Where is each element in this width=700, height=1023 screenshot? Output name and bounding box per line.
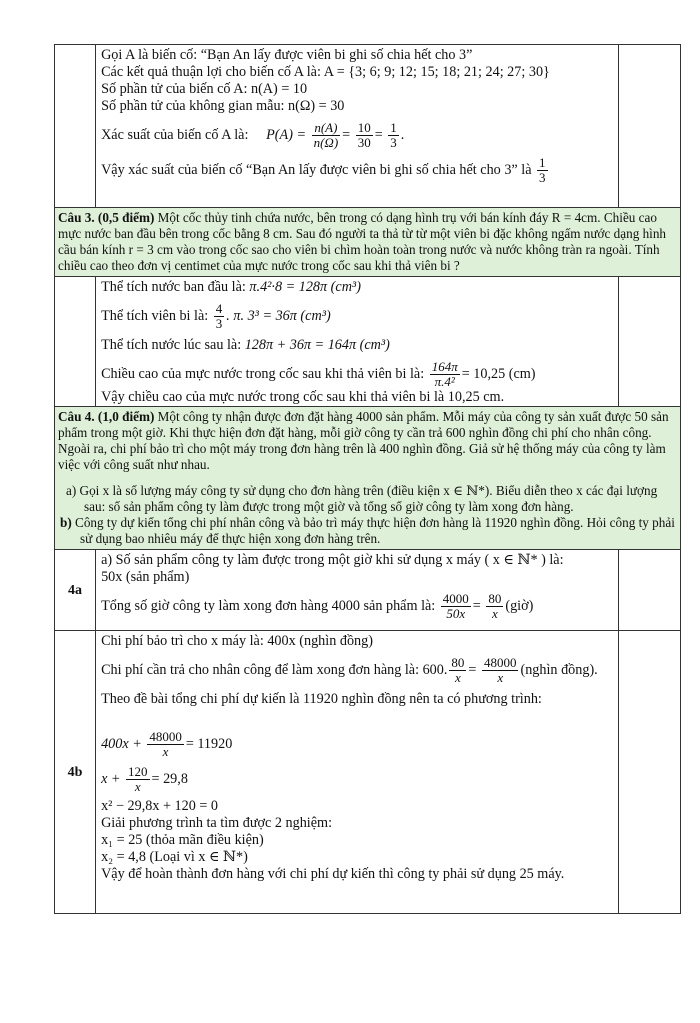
- q3-fraction-height: $\frac{164\pi}{\text{π.4²}}$: [431, 359, 458, 389]
- q2-solution-row: [55, 45, 681, 208]
- q3-solution-row: [55, 277, 681, 407]
- q4-part-a: a) Gọi x là số lượng máy công ty sử dụng cho đơn hàng trên (điều kiện x ∈ ℕ*). Biểu diễn theo x các đại lượng sau: số sản phẩm công ty làm được trong một giờ và tổng số giờ công ty làm xong đơn hàng.: [66, 483, 658, 514]
- q4a-line-3: Tổng số giờ công ty làm xong đơn hàng 4000 sản phẩm là: $\frac{4000}{50x}$ = $\frac{80}{x}$ (giờ): [101, 591, 534, 621]
- q4b-line-3: Theo đề bài tổng chi phí dự kiến là 11920 nghìn đồng nên ta có phương trình:: [101, 691, 542, 707]
- q3-score-cell: [618, 277, 680, 407]
- q3-label-cell: [55, 277, 96, 407]
- q4b-solution-row: [55, 631, 681, 914]
- q2-solution-cell: [96, 45, 619, 208]
- q2-conclusion-text: Vậy xác suất của biến cố “Bạn An lấy được viên bi ghi số chia hết cho 3” là: [101, 161, 532, 178]
- q4b-line-7: Vậy để hoàn thành đơn hàng với chi phí dự kiến thì công ty phải sử dụng 25 máy.: [101, 866, 565, 882]
- q2-fraction-1: $\frac{n(A)}{n(\Omega)}$: [313, 120, 339, 150]
- q2-line-3: Số phần tử của biến cố A: n(A) = 10: [101, 81, 308, 97]
- q4b-line-4: Giải phương trình ta tìm được 2 nghiệm:: [101, 815, 333, 831]
- q2-line-2: Các kết quả thuận lợi cho biến cố A là: A = {3; 6; 9; 12; 15; 18; 21; 24; 27; 30}: [101, 64, 550, 80]
- q4a-solution-cell: [96, 550, 619, 631]
- q2-label-cell: [55, 45, 96, 208]
- q2-probability-text: Xác suất của biến cố A là:: [101, 126, 249, 143]
- q2-probability-line: Xác suất của biến cố A là: P(A) = $\frac{n(A)}{n(\Omega)}$ = $\frac{10}{30}$ = $\frac{1}{3}$ .: [101, 120, 405, 150]
- q4b-score-cell: [618, 631, 680, 914]
- q4b-solution-cell: [96, 631, 619, 914]
- q3-line-5: Vậy chiều cao của mực nước trong cốc sau khi thả viên bi là 10,25 cm.: [101, 389, 505, 405]
- q3-text: Một cốc thủy tinh chứa nước, bên trong có dạng hình trụ với bán kính đáy R = 4cm. Chiều cao mực nước ban đầu bên trong cốc bằng 8 cm. Sau đó người ta thả từ từ một viên bi đặc không ngấm nước dạng hình cầu bán kính r = 3 cm vào trong cốc sao cho viên bi chìm hoàn toàn trong nước và nước không tràn ra ngoài. Tính chiều cao theo đơn vị centimet của mực nước trong cốc sau khi thả viên bi ?: [58, 210, 667, 273]
- q2-probability-lhs: P(A) =: [266, 126, 307, 143]
- q4b-line-6: x₂ = 4,8 (Loại vì x ∈ ℕ*): [101, 849, 248, 865]
- q3-line-4: Chiều cao của mực nước trong cốc sau khi thả viên bi là: $\frac{164\pi}{\text{π.4²}}$ = 10,25 (cm): [101, 359, 536, 389]
- q4-question-row: [55, 407, 681, 550]
- q4-question-cell: [55, 407, 681, 550]
- q4a-solution-row: [55, 550, 681, 631]
- q4b-equation-1-fraction: $\frac{48000}{x}$: [149, 729, 182, 759]
- q4a-fraction-2: $\frac{80}{x}$: [488, 591, 502, 621]
- q4-part-b: b) Công ty dự kiến tổng chi phí nhân công và bảo trì máy thực hiện đơn hàng là 11920 nghìn đồng. Hỏi công ty phải sử dụng bao nhiêu máy để thực hiện xong đơn hàng trên.: [60, 515, 675, 546]
- q4a-label: 4a: [55, 550, 96, 631]
- q2-line-1: Gọi A là biến cố: “Bạn An lấy được viên bi ghi số chia hết cho 3”: [101, 47, 473, 63]
- q4b-label: 4b: [55, 631, 96, 914]
- q4-title: Câu 4. (1,0 điểm): [58, 409, 155, 424]
- q2-fraction-3: $\frac{1}{3}$: [390, 120, 397, 150]
- q2-conclusion-fraction: $\frac{1}{3}$: [539, 155, 546, 185]
- q3-fraction-sphere: $\frac{4}{3}$: [215, 301, 223, 331]
- q4a-fraction-1: $\frac{4000}{50x}$: [442, 591, 469, 621]
- q4b-fraction-2: $\frac{48000}{x}$: [483, 655, 517, 685]
- q4b-equation-3: x² − 29,8x + 120 = 0: [101, 798, 218, 814]
- q3-line-2: Thể tích viên bi là: $\frac{4}{3}$ . π. 3³ = 36π (cm³): [101, 301, 331, 331]
- q3-line-1: Thể tích nước ban đầu là: π.4²·8 = 128π (cm³): [101, 279, 361, 295]
- q2-score-cell: [618, 45, 680, 208]
- q4b-line-5: x₁ = 25 (thỏa mãn điều kiện): [101, 832, 264, 848]
- q4b-equation-2-fraction: $\frac{120}{x}$: [128, 764, 148, 794]
- q4b-line-1: Chi phí bảo trì cho x máy là: 400x (nghìn đồng): [101, 633, 373, 649]
- q4-text: Một công ty nhận được đơn đặt hàng 4000 sản phẩm. Mỗi máy của công ty sản xuất được 50 sản phẩm trong một giờ. Khi thực hiện đơn đặt hàng, mỗi giờ công ty cần trả 600 nghìn đồng chi phí cho nhân công. Ngoài ra, chi phí bảo trì cho một máy trong đơn hàng trên là 400 nghìn đồng. Giả sử hệ thống máy của công ty làm việc với công suất như nhau.: [58, 409, 669, 472]
- q2-line-4: Số phần tử của không gian mẫu: n(Ω) = 30: [101, 98, 345, 114]
- q3-question-cell: [55, 208, 681, 277]
- q4b-equation-2: x + $\frac{120}{x}$ = 29,8: [101, 764, 188, 794]
- answer-sheet: [54, 44, 681, 914]
- q4b-fraction-1: $\frac{80}{x}$: [451, 655, 465, 685]
- q3-line-3: Thể tích nước lúc sau là: 128π + 36π = 164π (cm³): [101, 337, 390, 353]
- q4a-score-cell: [618, 550, 680, 631]
- answer-table: [54, 44, 681, 914]
- q2-fraction-2: $\frac{10}{30}$: [357, 120, 371, 150]
- q3-solution-cell: [96, 277, 619, 407]
- q3-question-row: [55, 208, 681, 277]
- q4b-line-2: Chi phí cần trả cho nhân công để làm xong đơn hàng là: 600. $\frac{80}{x}$ = $\frac{48000}{x}$ (nghìn đồng).: [101, 655, 598, 685]
- q4b-equation-1: 400x + $\frac{48000}{x}$ = 11920: [101, 729, 233, 759]
- q3-title: Câu 3. (0,5 điểm): [58, 210, 155, 225]
- q2-conclusion-line: [101, 156, 613, 185]
- q4a-line-1: a) Số sản phẩm công ty làm được trong một giờ khi sử dụng x máy ( x ∈ ℕ* ) là:: [101, 552, 564, 568]
- q4a-line-2: 50x (sản phẩm): [101, 569, 190, 585]
